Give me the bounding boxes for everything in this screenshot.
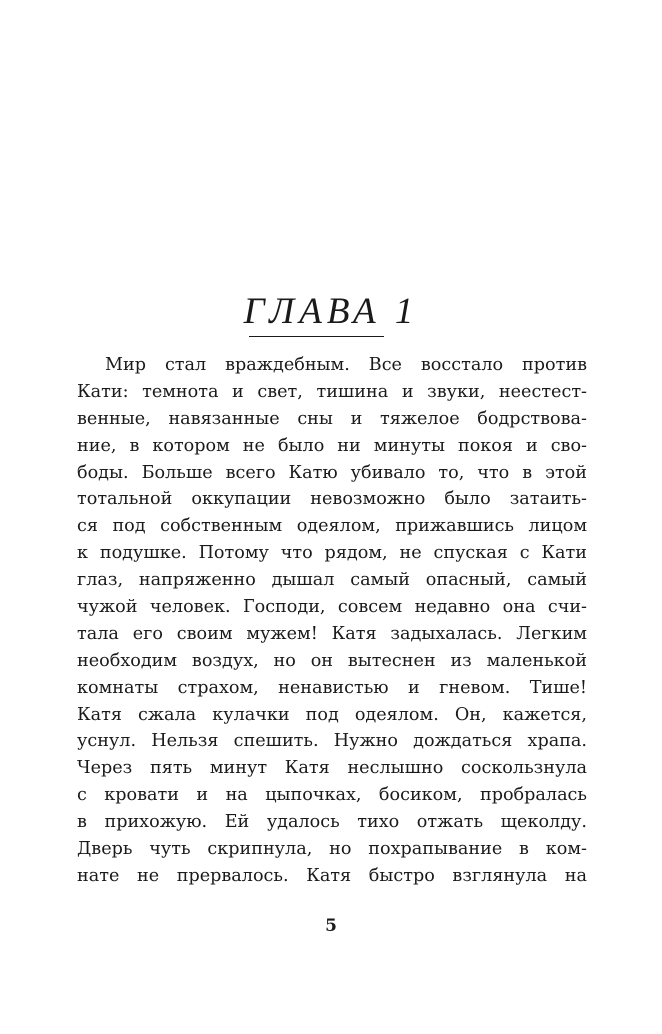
- text-line: ся под собственным одеялом, прижавшись лицом: [77, 516, 587, 537]
- text-line: ние, в котором не было ни минуты покоя и сво-: [77, 435, 587, 456]
- chapter-title: ГЛАВА 1: [243, 291, 419, 332]
- text-line: венные, навязанные сны и тяжелое бодрствова-: [77, 408, 587, 429]
- text-line: Катя сжала кулачки под одеялом. Он, кажется,: [77, 704, 587, 725]
- text-line: Дверь чуть скрипнула, но похрапывание в ком-: [77, 839, 587, 860]
- text-line: с кровати и на цыпочках, босиком, пробралась: [77, 785, 587, 806]
- text-line: боды. Больше всего Катю убивало то, что в этой: [77, 462, 587, 483]
- text-line: глаз, напряженно дышал самый опасный, самый: [77, 570, 587, 591]
- text-line: в прихожую. Ей удалось тихо отжать щеколду.: [77, 812, 587, 833]
- chapter-heading: [0, 292, 662, 332]
- text-line: тала его своим мужем! Катя задыхалась. Легким: [77, 623, 587, 644]
- text-line: к подушке. Потому что рядом, не спуская с Кати: [77, 543, 587, 564]
- text-line: Через пять минут Катя неслышно соскользнула: [77, 758, 587, 779]
- page-number: 5: [325, 916, 337, 936]
- text-line: нате не прервалось. Катя быстро взглянула на: [77, 865, 587, 886]
- text-line: комнаты страхом, ненавистью и гневом. Тише!: [77, 677, 587, 698]
- text-line: Мир стал враждебным. Все восстало против: [105, 355, 587, 375]
- text-line: уснул. Нельзя спешить. Нужно дождаться храпа.: [77, 731, 587, 752]
- chapter-title-underline: [249, 336, 384, 337]
- text-line: Кати: темнота и свет, тишина и звуки, неестест-: [77, 381, 587, 402]
- body-text: [77, 352, 587, 890]
- text-line: чужой человек. Господи, совсем недавно она счи-: [77, 597, 587, 618]
- text-line: необходим воздух, но он вытеснен из маленькой: [77, 650, 587, 671]
- text-line: тотальной оккупации невозможно было затаить-: [77, 489, 587, 510]
